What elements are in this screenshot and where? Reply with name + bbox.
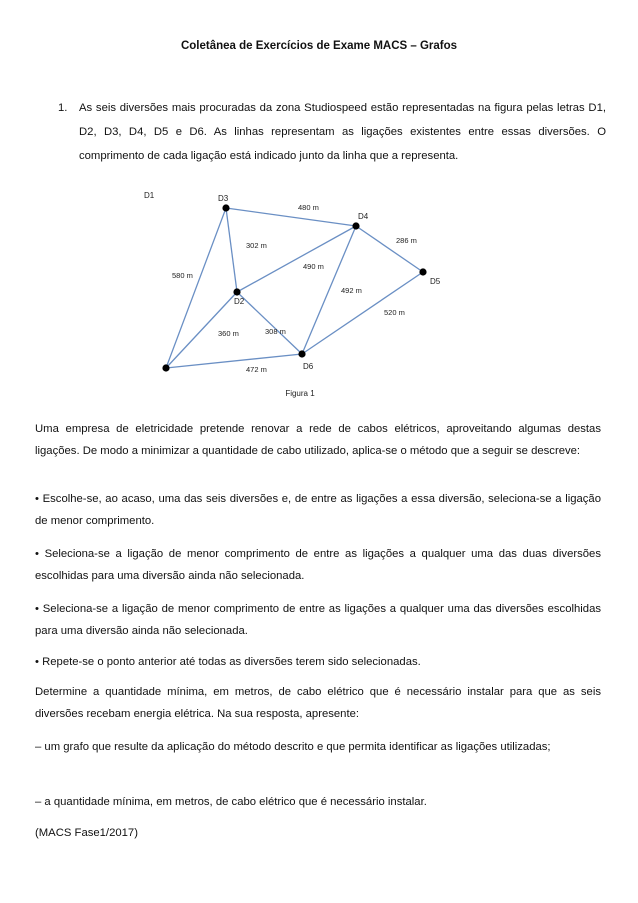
node-d3 — [222, 204, 229, 211]
node-d1 — [162, 364, 169, 371]
edge-label-d3-d2: 302 m — [246, 241, 267, 250]
node-d4 — [352, 222, 359, 229]
node-d5 — [419, 268, 426, 275]
bullet-2: • Seleciona-se a ligação de menor comprimento de entre as ligações a qualquer uma das duas diversões escolhidas para uma diversão ainda não selecionada. — [35, 548, 601, 582]
node-label-d6: D6 — [303, 362, 314, 371]
question-number: 1. — [58, 102, 68, 114]
node-label-d3: D3 — [218, 194, 229, 203]
figure-caption: Figura 1 — [285, 389, 315, 398]
edge-label-d1-d6: 472 m — [246, 365, 267, 374]
bullet-3: • Seleciona-se a ligação de menor comprimento de entre as ligações a qualquer uma das diversões escolhidas para uma diversão ainda não selecionada. — [35, 603, 601, 637]
source-note: (MACS Fase1/2017) — [35, 827, 138, 839]
bullet-4: • Repete-se o ponto anterior até todas as diversões terem sido selecionadas. — [35, 656, 421, 668]
edge-d3-d1 — [166, 208, 226, 368]
task-paragraph: Determine a quantidade mínima, em metros, de cabo elétrico que é necessário instalar para que as seis diversões recebam energia elétrica. Na sua resposta, apresente: — [35, 686, 601, 720]
node-label-d1: D1 — [144, 191, 155, 200]
node-d2 — [233, 288, 240, 295]
graph-svg — [144, 188, 450, 403]
edge-d1-d6 — [166, 354, 302, 368]
bullet-1: • Escolhe-se, ao acaso, uma das seis diversões e, de entre as ligações a essa diversão, seleciona-se a ligação de menor comprimento. — [35, 493, 601, 527]
edge-label-d4-d5: 286 m — [396, 236, 417, 245]
edge-label-d2-d4: 490 m — [303, 262, 324, 271]
edge-d3-d2 — [226, 208, 237, 292]
intro-paragraph: Uma empresa de eletricidade pretende renovar a rede de cabos elétricos, aproveitando algumas destas ligações. De modo a minimizar a quantidade de cabo utilizado, aplica-se o método que a seguir se descreve: — [35, 423, 601, 457]
node-label-d2: D2 — [234, 297, 245, 306]
edge-label-d1-d2: 360 m — [218, 329, 239, 338]
edge-label-d4-d6: 492 m — [341, 286, 362, 295]
edge-d2-d4 — [237, 226, 356, 292]
edge-d4-d5 — [356, 226, 423, 272]
edge-label-d5-d6: 520 m — [384, 308, 405, 317]
task-item-1: – um grafo que resulte da aplicação do método descrito e que permita identificar as ligações utilizadas; — [35, 741, 551, 753]
question-text: As seis diversões mais procuradas da zona Studiospeed estão representadas na figura pelas letras D1, D2, D3, D4, D5 e D6. As linhas representam as ligações existentes entre essas diversões. O comprimento de cada ligação está indicado junto da linha que a representa. — [79, 102, 606, 162]
graph-figure — [144, 188, 450, 403]
edge-label-d3-d4: 480 m — [298, 203, 319, 212]
question-1 — [58, 96, 606, 168]
edge-label-d2-d6: 308 m — [265, 327, 286, 336]
edge-d3-d4 — [226, 208, 356, 226]
edge-label-d3-d1: 580 m — [172, 271, 193, 280]
node-label-d4: D4 — [358, 212, 369, 221]
node-d6 — [298, 350, 305, 357]
page-title: Coletânea de Exercícios de Exame MACS – Grafos — [180, 40, 458, 52]
node-label-d5: D5 — [430, 277, 441, 286]
task-item-2: – a quantidade mínima, em metros, de cabo elétrico que é necessário instalar. — [35, 796, 427, 808]
edge-d2-d6 — [237, 292, 302, 354]
